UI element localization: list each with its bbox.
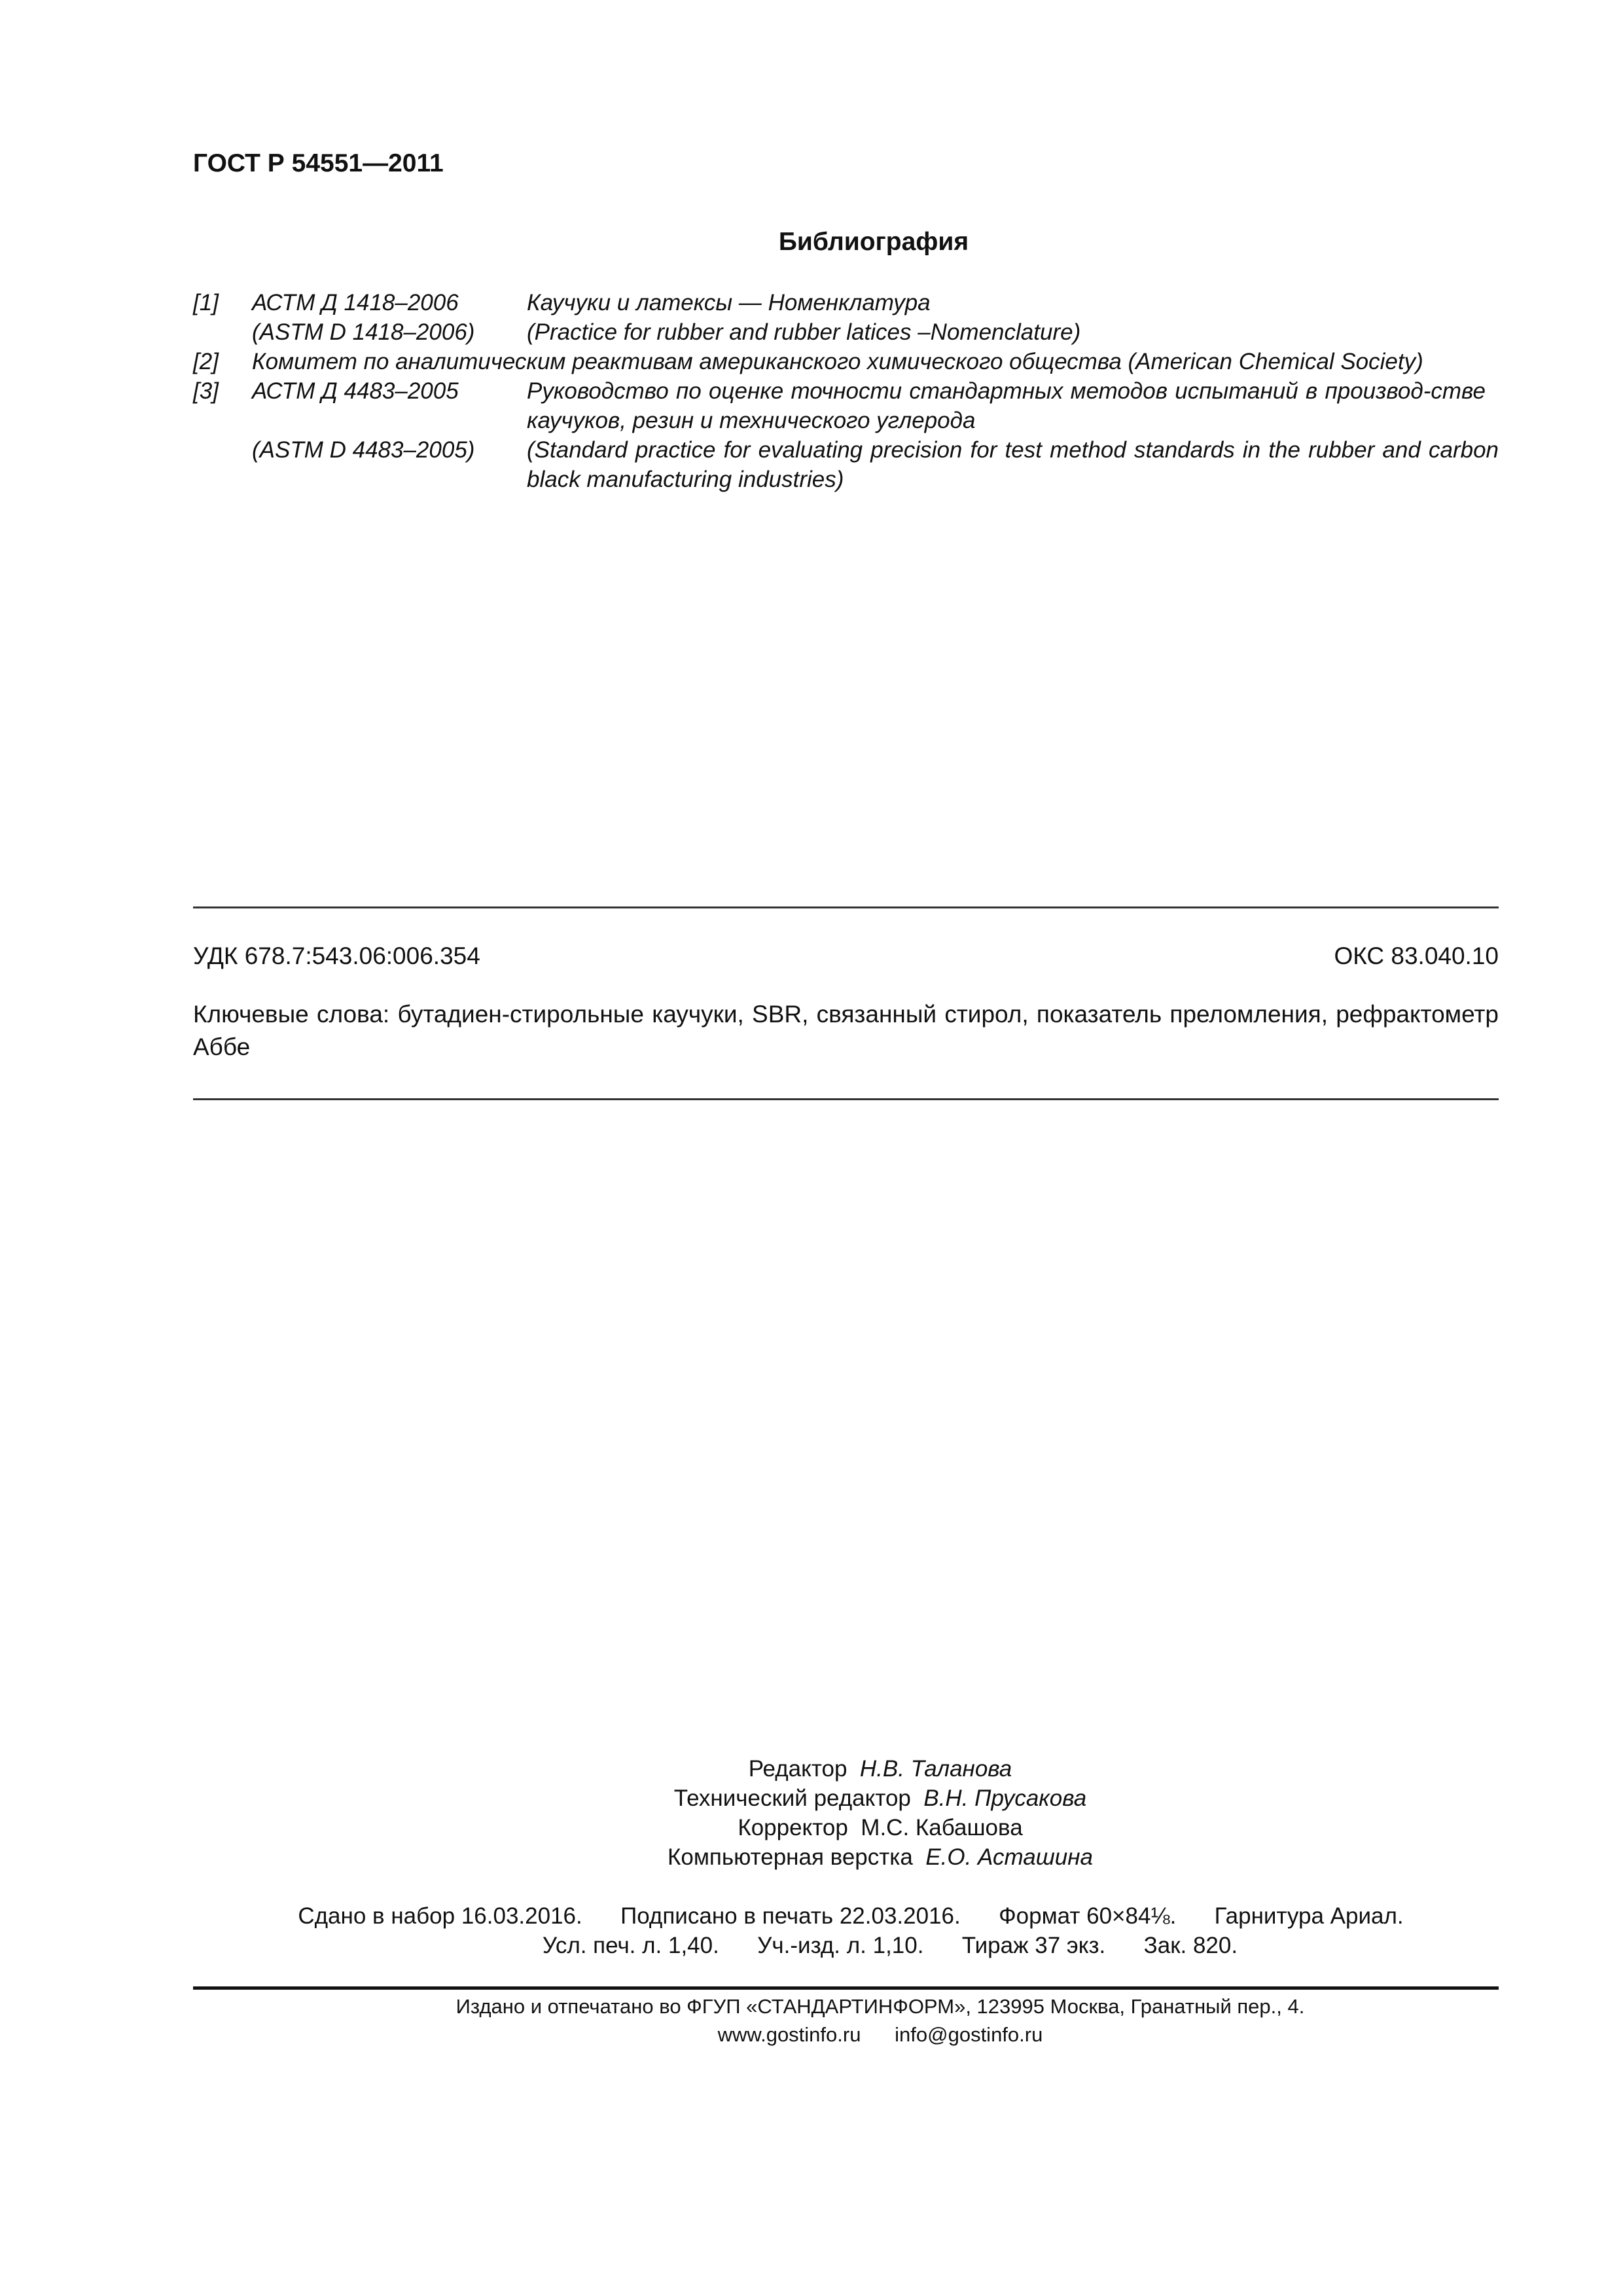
bib-entry-code: АСТМ Д 1418–2006	[252, 290, 459, 315]
divider	[193, 906, 1499, 908]
credit-line	[0, 1813, 1623, 1842]
udk-code: УДК 678.7:543.06:006.354	[193, 942, 480, 969]
bib-entry-full: Комитет по аналитическим реактивам американского химического общества (American Chemical Society)	[252, 349, 1423, 374]
oks-code: ОКС 83.040.10	[1334, 942, 1499, 969]
credit-line	[0, 1784, 1623, 1813]
publisher-contacts: www.gostinfo.ru info@gostinfo.ru	[717, 2023, 1043, 2046]
divider	[193, 1098, 1499, 1100]
bib-entry-code: (ASTM D 1418–2006)	[252, 319, 475, 345]
credit-role: Компьютерная верстка	[668, 1844, 913, 1870]
document-code: ГОСТ Р 54551—2011	[193, 149, 444, 177]
bib-entry-number: [2]	[193, 349, 219, 374]
bib-entry-title: (Practice for rubber and rubber latices –Nomenclature)	[527, 319, 1081, 345]
credit-name: М.С. Кабашова	[861, 1815, 1023, 1840]
bibliography-title: Библиография	[778, 228, 969, 256]
credit-line	[0, 1842, 1623, 1872]
bib-entry-code: АСТМ Д 4483–2005	[252, 378, 459, 404]
bib-entry-title: Руководство по оценке точности стандартных методов испытаний в производ-стве каучуков, резин и технического углерода	[527, 378, 1486, 433]
bib-entry-number: [1]	[193, 290, 219, 315]
credit-name: В.Н. Прусакова	[923, 1785, 1087, 1811]
credit-name: Е.О. Асташина	[925, 1844, 1093, 1870]
bib-entry-code: (ASTM D 4483–2005)	[252, 437, 475, 463]
publisher-address: Издано и отпечатано во ФГУП «СТАНДАРТИНФОРМ», 123995 Москва, Гранатный пер., 4.	[455, 1995, 1305, 2018]
credit-role: Корректор	[738, 1815, 848, 1840]
credit-name: Н.В. Таланова	[859, 1756, 1012, 1782]
bib-entry-title: Каучуки и латексы — Номенклатура	[527, 290, 931, 315]
print-info-line: Сдано в набор 16.03.2016. Подписано в печать 22.03.2016. Формат 60×84⅛. Гарнитура Ариал.	[298, 1903, 1404, 1929]
bib-entry-number: [3]	[193, 378, 219, 404]
print-info-line: Усл. печ. л. 1,40. Уч.-изд. л. 1,10. Тираж 37 экз. Зак. 820.	[542, 1933, 1238, 1958]
bib-entry-title: (Standard practice for evaluating precision for test method standards in the rubber and carbon black manufacturing industries)	[527, 437, 1499, 492]
credit-role: Технический редактор	[673, 1785, 911, 1811]
credit-line	[0, 1754, 1623, 1784]
footer-divider	[193, 1986, 1499, 1990]
keywords: Ключевые слова: бутадиен-стирольные каучуки, SBR, связанный стирол, показатель преломления, рефрактометр Аббе	[193, 1001, 1499, 1060]
credit-role: Редактор	[748, 1756, 847, 1782]
